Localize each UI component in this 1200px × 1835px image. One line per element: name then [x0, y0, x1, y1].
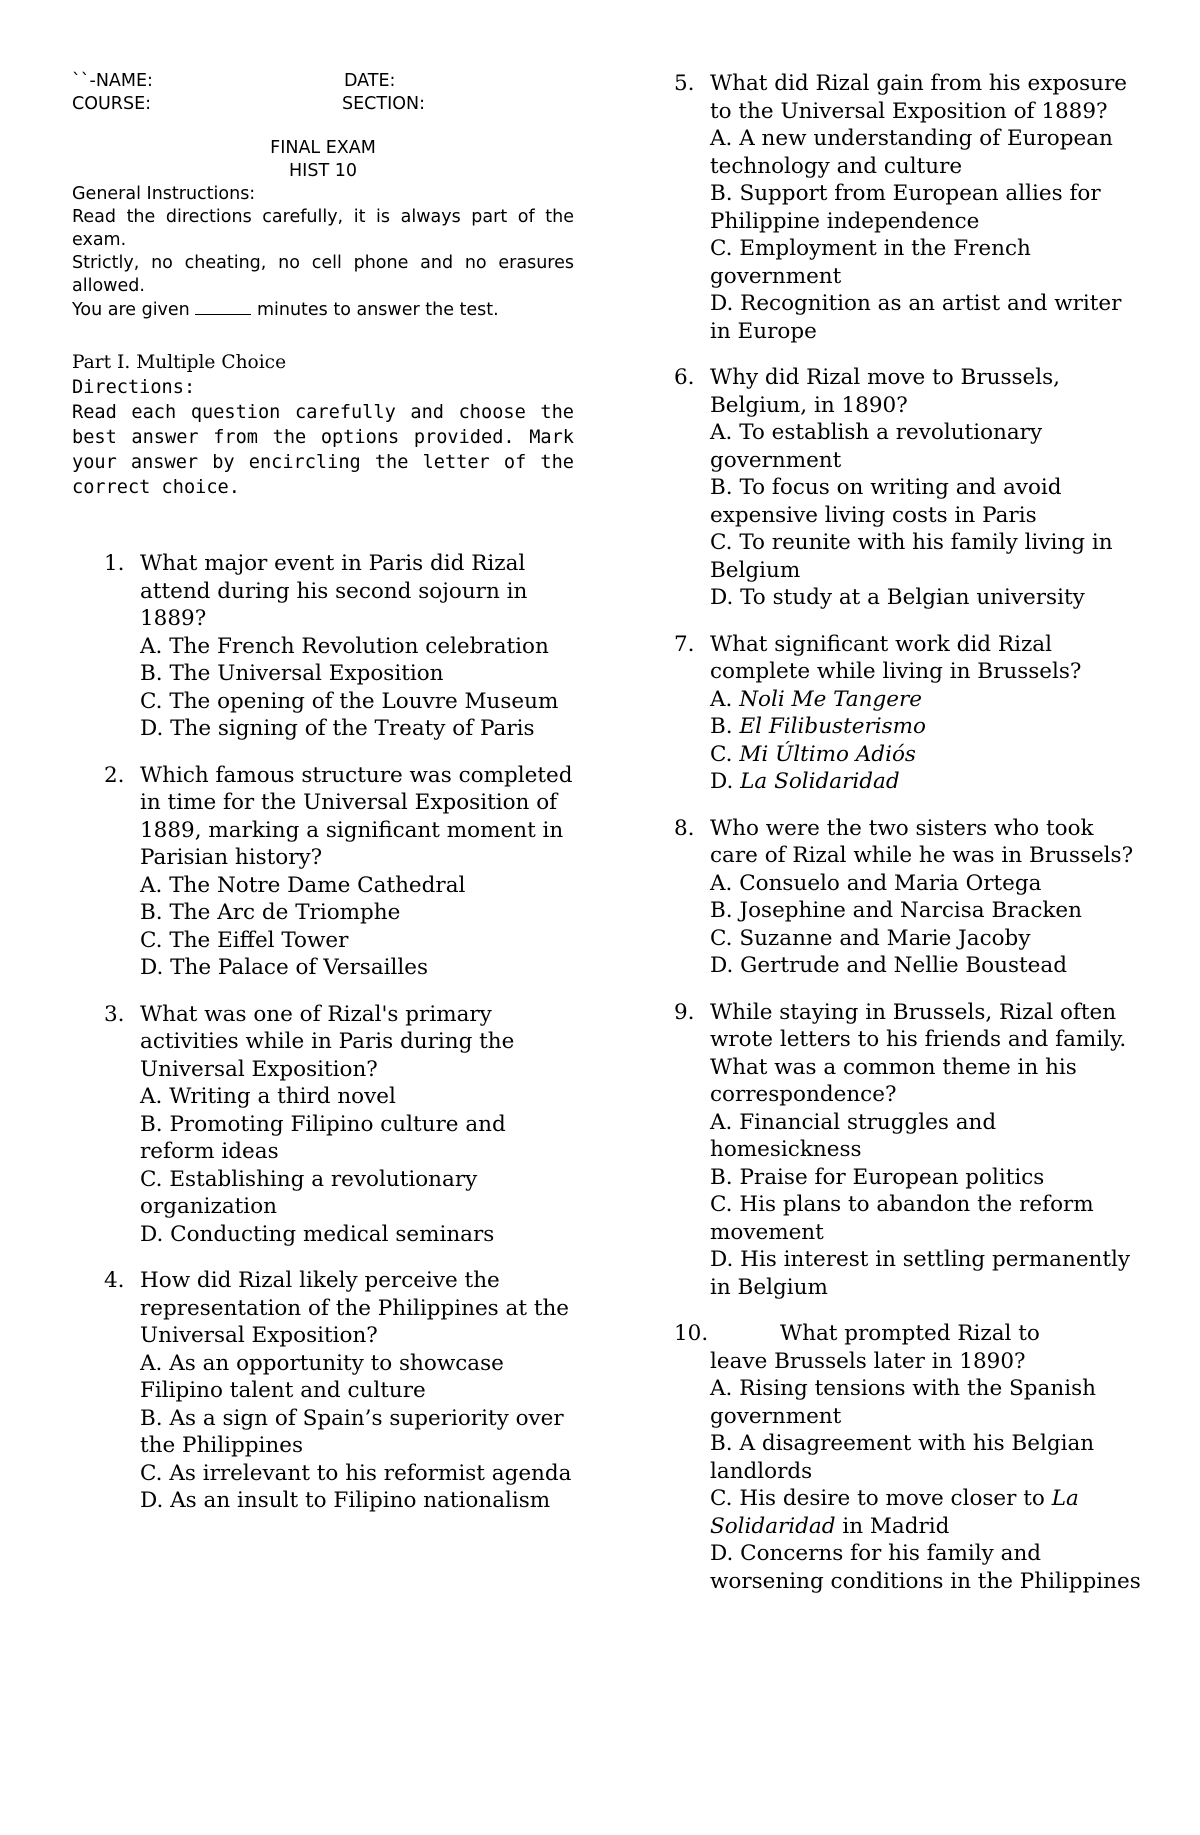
question-5 [674, 70, 1142, 345]
time-text-before: You are given [72, 300, 190, 320]
option-b[interactable]: B. To focus on writing and avoid expensive living costs in Paris [710, 475, 1062, 528]
option-c[interactable]: C. As irrelevant to his reformist agenda [140, 1460, 572, 1486]
option-d[interactable]: D. The Palace of Versailles [140, 955, 429, 980]
option-c[interactable]: C. Establishing a revolutionary organization [140, 1166, 478, 1219]
option-letter: C. [710, 741, 733, 767]
course-label: COURSE: [72, 94, 152, 114]
option-b[interactable]: B. A disagreement with his Belgian landlords [710, 1431, 1095, 1484]
question-1 [104, 550, 574, 743]
time-blank[interactable] [195, 298, 251, 315]
question-stem: What significant work did Rizal complete while living in Brussels? [710, 631, 1082, 684]
question-3 [104, 1001, 574, 1249]
option-title: La Solidaridad [740, 769, 900, 794]
header-row-1 [72, 70, 574, 93]
question-number: 8. [674, 815, 695, 841]
option-d[interactable]: D. His interest in settling permanently in Belgium [710, 1247, 1131, 1300]
option-letter: D. [710, 769, 734, 794]
option-c[interactable]: C. The Eiffel Tower [140, 927, 349, 953]
question-stem: Why did Rizal move to Brussels, Belgium, in 1890? [710, 365, 1060, 418]
option-c[interactable] [710, 741, 1142, 769]
option-a[interactable]: A. Consuelo and Maria Ortega [710, 870, 1042, 896]
part1-title: Part I. Multiple Choice [72, 352, 287, 373]
option-c-before: C. His desire to move closer to [710, 1486, 1045, 1511]
directions-heading: Directions: [72, 377, 196, 398]
question-number: 1. [104, 551, 125, 576]
option-title: Noli Me Tangere [739, 686, 922, 712]
question-stem: How did Rizal likely perceive the representation of the Philippines at the Universal Exposition? [140, 1268, 570, 1348]
option-d[interactable]: D. Conducting medical seminars [140, 1221, 495, 1247]
section-label: SECTION: [342, 94, 425, 114]
option-d[interactable]: D. Recognition as an artist and writer in Europe [710, 291, 1122, 344]
question-stem: What major event in Paris did Rizal attend during his second sojourn in 1889? [140, 551, 528, 631]
question-7 [674, 631, 1142, 796]
option-a[interactable]: A. Financial struggles and homesickness [710, 1109, 997, 1162]
question-stem-rest: leave Brussels later in 1890? [710, 1348, 1026, 1374]
option-c[interactable]: C. Employment in the French government [710, 236, 1031, 289]
question-stem-first: What prompted Rizal to [780, 1321, 1040, 1346]
option-b[interactable]: B. Promoting Filipino culture and reform ideas [140, 1111, 506, 1164]
option-a[interactable]: A. As an opportunity to showcase Filipino talent and culture [140, 1350, 504, 1403]
question-number: 6. [674, 365, 695, 390]
question-number: 4. [104, 1268, 125, 1293]
option-b[interactable]: B. The Universal Exposition [140, 661, 444, 686]
question-10 [674, 1320, 1142, 1595]
option-c[interactable] [710, 1485, 1142, 1540]
right-column [674, 70, 1142, 1595]
option-b[interactable]: B. Support from European allies for Philippine independence [710, 181, 1101, 234]
option-a[interactable]: A. A new understanding of European technology and culture [710, 126, 1113, 179]
date-label: DATE: [344, 71, 396, 91]
option-d[interactable]: D. Gertrude and Nellie Boustead [710, 953, 1067, 978]
option-b[interactable]: B. As a sign of Spain’s superiority over the Philippines [140, 1405, 564, 1458]
option-a[interactable]: A. Rising tensions with the Spanish government [710, 1376, 1096, 1429]
option-c[interactable]: C. Suzanne and Marie Jacoby [710, 925, 1031, 951]
exam-subject: HIST 10 [289, 161, 357, 181]
question-number: 2. [104, 762, 125, 788]
option-letter: B. [710, 714, 733, 739]
question-9 [674, 999, 1142, 1302]
name-label: ``-NAME: [72, 71, 153, 91]
option-title: El Filibusterismo [739, 714, 926, 739]
general-instructions-heading: General Instructions: [72, 184, 256, 204]
option-b[interactable]: B. The Arc de Triomphe [140, 900, 401, 925]
question-4 [104, 1267, 574, 1515]
question-stem: While staying in Brussels, Rizal often wrote letters to his friends and family. What was a common theme in his correspondence? [710, 999, 1127, 1107]
option-d[interactable]: D. Concerns for his family and worsening conditions in the Philippines [710, 1541, 1141, 1594]
time-text-after: minutes to answer the test. [256, 300, 499, 320]
question-number: 9. [674, 999, 695, 1025]
option-b[interactable] [710, 713, 1142, 741]
option-a[interactable] [710, 686, 1142, 714]
directions-text: Read each question carefully and choose the best answer from the options provided. Mark your answer by encircling the letter of the correct choice. [72, 402, 574, 498]
question-number: 7. [674, 631, 695, 657]
question-number: 5. [674, 71, 695, 96]
option-b[interactable]: B. Praise for European politics [710, 1164, 1045, 1190]
option-c[interactable]: C. The opening of the Louvre Museum [140, 688, 559, 714]
question-stem: Which famous structure was completed in time for the Universal Exposition of 1889, marking a significant moment in Parisian history? [140, 762, 573, 870]
instruction-line-1: Read the directions carefully, it is always part of the exam. [72, 207, 574, 250]
question-2 [104, 762, 574, 982]
question-stem: What was one of Rizal's primary activities while in Paris during the Universal Exposition? [140, 1001, 515, 1082]
exam-title: FINAL EXAM [270, 138, 376, 158]
option-b[interactable]: B. Josephine and Narcisa Bracken [710, 898, 1082, 923]
option-c-after: in Madrid [842, 1513, 950, 1539]
question-stem: What did Rizal gain from his exposure to the Universal Exposition of 1889? [710, 71, 1127, 124]
option-a[interactable]: A. The Notre Dame Cathedral [140, 872, 466, 898]
option-d[interactable]: D. The signing of the Treaty of Paris [140, 716, 535, 741]
option-d[interactable] [710, 768, 1142, 796]
option-d[interactable]: D. As an insult to Filipino nationalism [140, 1488, 551, 1513]
question-8 [674, 815, 1142, 980]
question-6 [674, 364, 1142, 612]
instruction-time [72, 298, 574, 322]
option-a[interactable]: A. To establish a revolutionary government [710, 420, 1043, 473]
option-c[interactable]: C. To reunite with his family living in Belgium [710, 530, 1113, 583]
question-stem: Who were the two sisters who took care of Rizal while he was in Brussels? [710, 815, 1134, 868]
question-number: 3. [104, 1001, 125, 1027]
option-a[interactable]: A. Writing a third novel [140, 1084, 396, 1109]
header-row-2 [72, 93, 574, 116]
left-column [72, 70, 574, 1515]
instruction-line-2: Strictly, no cheating, no cell phone and no erasures allowed. [72, 253, 574, 296]
question-number: 10. [674, 1321, 709, 1346]
option-letter: A. [710, 686, 733, 712]
option-a[interactable]: A. The French Revolution celebration [140, 633, 549, 659]
option-title: Mi Último Adiós [739, 741, 916, 767]
option-c-italic: La Solidaridad [710, 1486, 1079, 1539]
option-d[interactable]: D. To study at a Belgian university [710, 585, 1085, 610]
option-c[interactable]: C. His plans to abandon the reform movement [710, 1192, 1094, 1245]
